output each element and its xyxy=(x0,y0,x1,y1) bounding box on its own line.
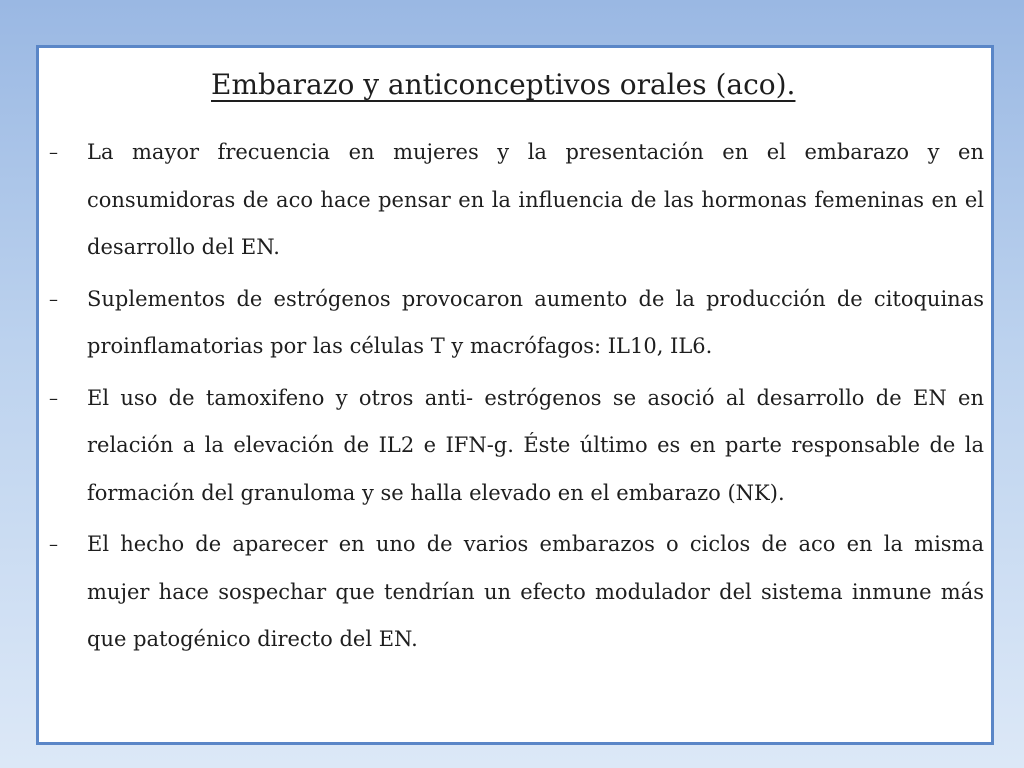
dash-marker: – xyxy=(49,142,58,163)
dash-marker: – xyxy=(49,534,58,555)
bullet-item xyxy=(39,375,991,518)
bullet-item xyxy=(39,521,991,664)
bullet-text: El hecho de aparecer en uno de varios embarazos o ciclos de aco en la misma mujer hace sospechar que tendrían un efecto modulador del sistema inmune más que patogénico directo del EN. xyxy=(87,532,984,651)
bullet-text: El uso de tamoxifeno y otros anti- estrógenos se asoció al desarrollo de EN en relación a la elevación de IL2 e IFN-g. Éste último es en parte responsable de la formación del granuloma y se halla elevado en el embarazo (NK). xyxy=(87,385,984,505)
bullet-text: La mayor frecuencia en mujeres y la presentación en el embarazo y en consumidoras de aco hace pensar en la influencia de las hormonas femeninas en el desarrollo del EN. xyxy=(87,140,984,259)
bullet-item xyxy=(39,129,991,272)
slide-content-panel xyxy=(36,45,994,745)
bullet-text: Suplementos de estrógenos provocaron aumento de la producción de citoquinas proinflamatorias por las células T y macrófagos: IL10, IL6. xyxy=(87,286,984,358)
dash-marker: – xyxy=(49,288,58,310)
bullet-item xyxy=(39,276,991,371)
dash-marker: – xyxy=(49,387,58,409)
bullet-list xyxy=(39,129,991,668)
slide-title: Embarazo y anticonceptivos orales (aco). xyxy=(211,68,796,101)
